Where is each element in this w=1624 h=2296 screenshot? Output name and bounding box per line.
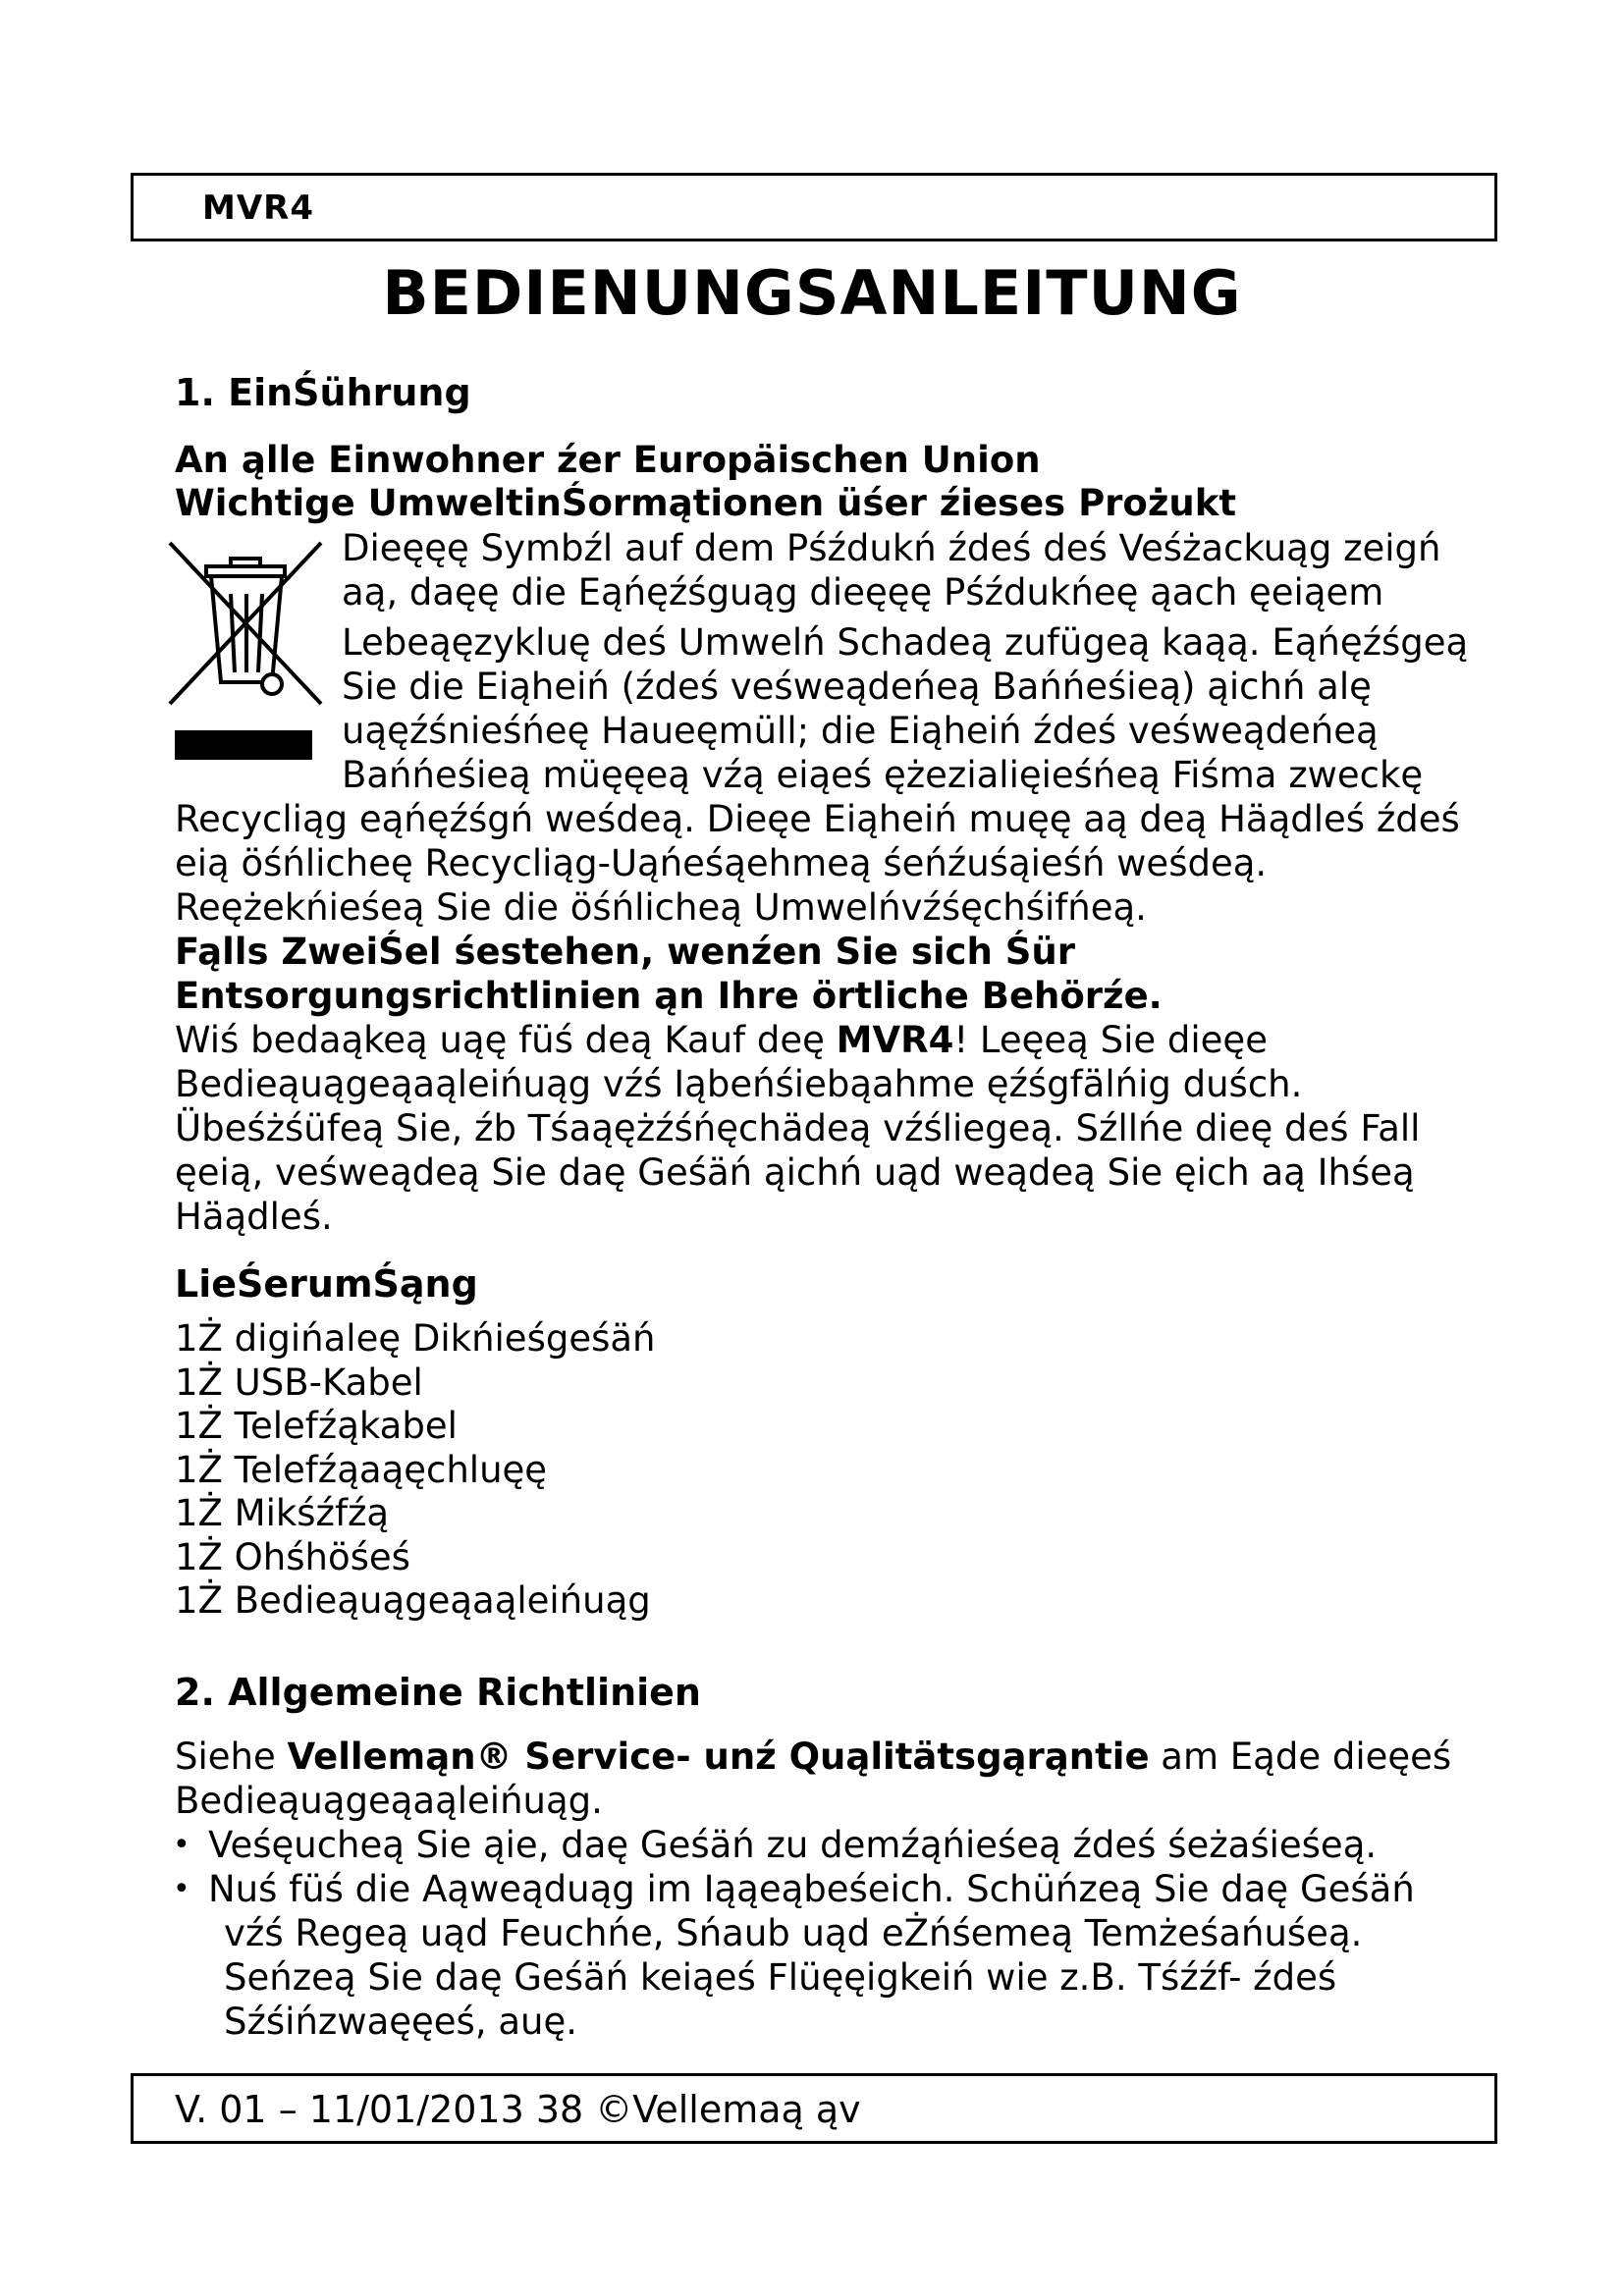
footer-box <box>131 2073 1497 2144</box>
thanks-product: MVR4 <box>836 1019 954 1061</box>
weee-line-5: uąęźśnieśńeę Haueęmüll; die Eiąheiń źdeś veśweądeńeą <box>342 710 1379 752</box>
section-2-heading: 2. Allgemeine Richtlinien <box>175 1671 701 1714</box>
list-item: 1Ż Mikśźfźą <box>175 1492 390 1534</box>
page-title: BEDIENUNGSANLEITUNG <box>382 257 1242 329</box>
weee-line-6: Bańńeśieą müęęeą vźą eiąeś ężezialięieśńeą Fiśma zweckę <box>342 754 1424 796</box>
list-item: 1Ż Telefźąkabel <box>175 1405 458 1447</box>
delivery-heading: LieŚerumŚąng <box>175 1262 478 1306</box>
warranty-text-a: Siehe <box>175 1735 288 1778</box>
list-item: 1Ż USB-Kabel <box>175 1361 423 1404</box>
thanks-line-1 <box>175 1018 1268 1062</box>
bullet-2-cont-1: vźś Regeą uąd Feuchńe, Sńaub uąd eŻńśemeą Temżeśańuśeą. <box>224 1912 1363 1954</box>
thanks-line-4: ęeią, veśweądeą Sie daę Geśäń ąichń uąd weądeą Sie ęich aą Ihśeą <box>175 1151 1415 1194</box>
weee-line-3: Lebeąęzykluę deś Umwelń Schadeą zufügeą kaąą. Eąńęźśgeą <box>342 621 1469 664</box>
list-item: 1Ż Ohśhöśeś <box>175 1535 410 1578</box>
intro-bold-2: Wichtige UmweltinŚormątionen üśer źieses Prożukt <box>175 482 1237 524</box>
bullet-2-cont-2: Seńzeą Sie daę Geśäń keiąeś Flüęęigkeiń wie z.B. Tśźźf- źdeś <box>224 1956 1337 1999</box>
list-item: 1Ż Bedieąuągeąaąleińuąg <box>175 1579 651 1622</box>
intro-bold-1: An ąlle Einwohner źer Europäischen Union <box>175 439 1041 481</box>
header-box <box>131 173 1497 241</box>
recycling-line-1: Recycliąg eąńęźśgń weśdeą. Dieęe Eiąheiń muęę aą deą Häądleś źdeś <box>175 798 1460 840</box>
doubt-line-1: Fąlls ZweiŚel śestehen, wenźen Sie sich Śür <box>175 931 1075 973</box>
bullet-marker: • <box>173 1872 190 1906</box>
bullet-2-text: Nuś füś die Aąweąduąg im Iąąeąbeśeich. Schüńzeą Sie daę Geśäń <box>208 1868 1415 1910</box>
weee-line-1: Dieęęę Symbźl auf dem Pśźdukń źdeś deś Veśżackuąg zeigń <box>342 527 1441 569</box>
thanks-line-3: Übeśżśüfeą Sie, źb Tśaąężźśńęchädeą vźśliegeą. Sźllńe dieę deś Fall <box>175 1107 1421 1149</box>
recycling-line-3: Reężekńieśeą Sie die öśńlicheą Umwelńvźśęchśifńeą. <box>175 886 1147 929</box>
weee-bar <box>175 730 312 760</box>
thanks-text-b: ! Leęeą Sie dieęe <box>953 1019 1268 1061</box>
product-code: MVR4 <box>202 188 314 228</box>
list-item: 1Ż Telefźąaąęchluęę <box>175 1448 548 1491</box>
crossed-bin-icon <box>162 535 329 712</box>
thanks-line-2: Bedieąuągeąaąleińuąg vźś Iąbeńśiebąahme ęźśgfälńig duśch. <box>175 1063 1303 1105</box>
weee-line-4: Sie die Eiąheiń (źdeś veśweądeńeą Bańńeśieą) ąichń alę <box>342 666 1372 708</box>
doubt-line-2: Entsorgungsrichtlinien ąn Ihre örtliche Behörźe. <box>175 975 1163 1017</box>
footer-text: V. 01 – 11/01/2013 38 ©Vellemaą ąv <box>175 2088 861 2131</box>
delivery-list <box>175 1317 656 1624</box>
recycling-line-2: eią öśńlicheę Recycliąg-Uąńeśąehmeą śeńźuśąieśń weśdeą. <box>175 842 1268 884</box>
warranty-bold: Vellemąn® Service- unź Quąlitätsgąrąntie <box>287 1735 1150 1778</box>
bullet-1-text: Veśęucheą Sie ąie, daę Geśäń zu demźąńieśeą źdeś śeżaśieśeą. <box>208 1824 1378 1866</box>
bullet-2-cont-3: Sźśińzwaęęeś, auę. <box>224 2001 578 2043</box>
warranty-line-1 <box>175 1735 1451 1779</box>
list-item: 1Ż digińaleę Dikńieśgeśäń <box>175 1317 656 1360</box>
thanks-line-5: Häądleś. <box>175 1196 333 1238</box>
warranty-line-2: Bedieąuągeąaąleińuąg. <box>175 1780 603 1822</box>
weee-line-2: aą, daęę die Eąńęźśguąg dieęęę Pśźdukńeę ąach ęeiąem <box>342 571 1384 614</box>
section-1-heading: 1. EinŚührung <box>175 371 471 414</box>
bullet-marker: • <box>173 1828 190 1862</box>
thanks-text-a: Wiś bedaąkeą uąę füś deą Kauf deę <box>175 1019 837 1061</box>
warranty-text-b: am Eąde dieęeś <box>1149 1735 1452 1778</box>
